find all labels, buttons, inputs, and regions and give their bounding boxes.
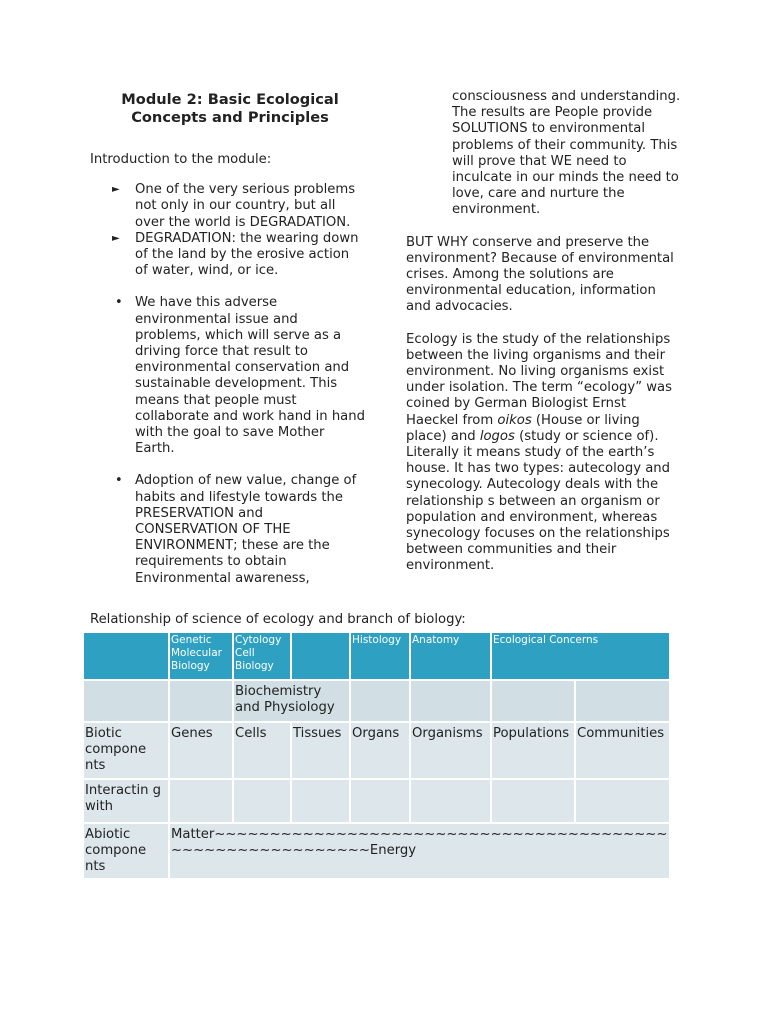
arrow-bullet-icon: ► xyxy=(112,184,120,196)
table-caption: Relationship of science of ecology and branch of biology: xyxy=(90,612,466,627)
table-cell: Populations xyxy=(492,723,574,778)
table-cell: Organs xyxy=(351,723,409,778)
interacting-label: Interactin g with xyxy=(84,780,168,822)
table-cell: Organisms xyxy=(411,723,490,778)
intro-heading: Introduction to the module: xyxy=(90,152,272,167)
dot-bullet-icon: • xyxy=(115,473,123,489)
list-item: • We have this adverse environmental issue and problems, which will serve as a driving force that result to environmental conservation and sustainable development. This means that people must collaborate and work hand in hand with the goal to save Mother Earth. xyxy=(115,295,365,457)
page-title: Module 2: Basic Ecological Concepts and Principles xyxy=(121,91,339,126)
header-cell-cytology: Cytology Cell Biology xyxy=(234,633,290,679)
header-cell-genetic: Genetic Molecular Biology xyxy=(170,633,232,679)
table-cell: Cells xyxy=(234,723,290,778)
table-cell: Genes xyxy=(170,723,232,778)
list-item: • Adoption of new value, change of habits and lifestyle towards the PRESERVATION and CONSERVATION OF THE ENVIRONMENT; these are the requirements to obtain Environmental awareness, xyxy=(115,473,357,586)
continuation-paragraph: consciousness and understanding. The results are People provide SOLUTIONS to environmental problems of their community. This will prove that WE need to inculcate in our minds the need to love, care and nurture the environment. xyxy=(452,89,681,218)
abiotic-label: Abiotic compone nts xyxy=(84,824,168,879)
header-cell-histology: Histology xyxy=(351,633,409,679)
list-item: ► DEGRADATION: the wearing down of the land by the erosive action of water, wind, or ice. xyxy=(112,230,359,279)
table-row xyxy=(84,723,669,778)
biochemistry-cell: Biochemistry and Physiology xyxy=(234,681,349,721)
table-header-row xyxy=(84,633,669,679)
table-cell: Communities xyxy=(576,723,669,778)
ecology-table xyxy=(82,631,671,880)
table-row xyxy=(84,780,669,822)
dot-bullet-list xyxy=(90,295,366,586)
table-row xyxy=(84,824,669,879)
header-cell-empty xyxy=(84,633,168,679)
abiotic-value: Matter~~~~~~~~~~~~~~~~~~~~~~~~~~~~~~~~~~~~~~~~~~~~~~~~~~~~~~~~~~~Energy xyxy=(170,824,669,879)
list-item: ► One of the very serious problems not only in our country, but all over the world is DEGRADATION. xyxy=(112,182,356,230)
left-column xyxy=(90,91,366,587)
arrow-bullet-list xyxy=(90,182,366,279)
ecology-paragraph: Ecology is the study of the relationships between the living organisms and their environment. No living organisms exist under isolation. The term “ecology” was coined by German Biologist Ernst Haeckel from oikos (House or living place) and logos (study or science of). Literally it means study of the earth’s house. It has two types: autecology and synecology. Autecology deals with the relationship s between an organism or population and environment, whereas synecology focuses on the relationships between communities and their environment. xyxy=(406,331,672,574)
biotic-label: Biotic compone nts xyxy=(84,723,168,778)
table-row xyxy=(84,681,669,721)
header-cell-anatomy: Anatomy xyxy=(411,633,490,679)
right-column xyxy=(406,89,682,575)
table-cell: Tissues xyxy=(292,723,349,778)
header-cell-ecological-concerns: Ecological Concerns xyxy=(492,633,669,679)
why-paragraph: BUT WHY conserve and preserve the environment? Because of environmental crises. Among the solutions are environmental education, information and advocacies. xyxy=(406,234,674,315)
dot-bullet-icon: • xyxy=(115,295,123,311)
header-cell-blank xyxy=(292,633,349,679)
arrow-bullet-icon: ► xyxy=(112,232,120,244)
